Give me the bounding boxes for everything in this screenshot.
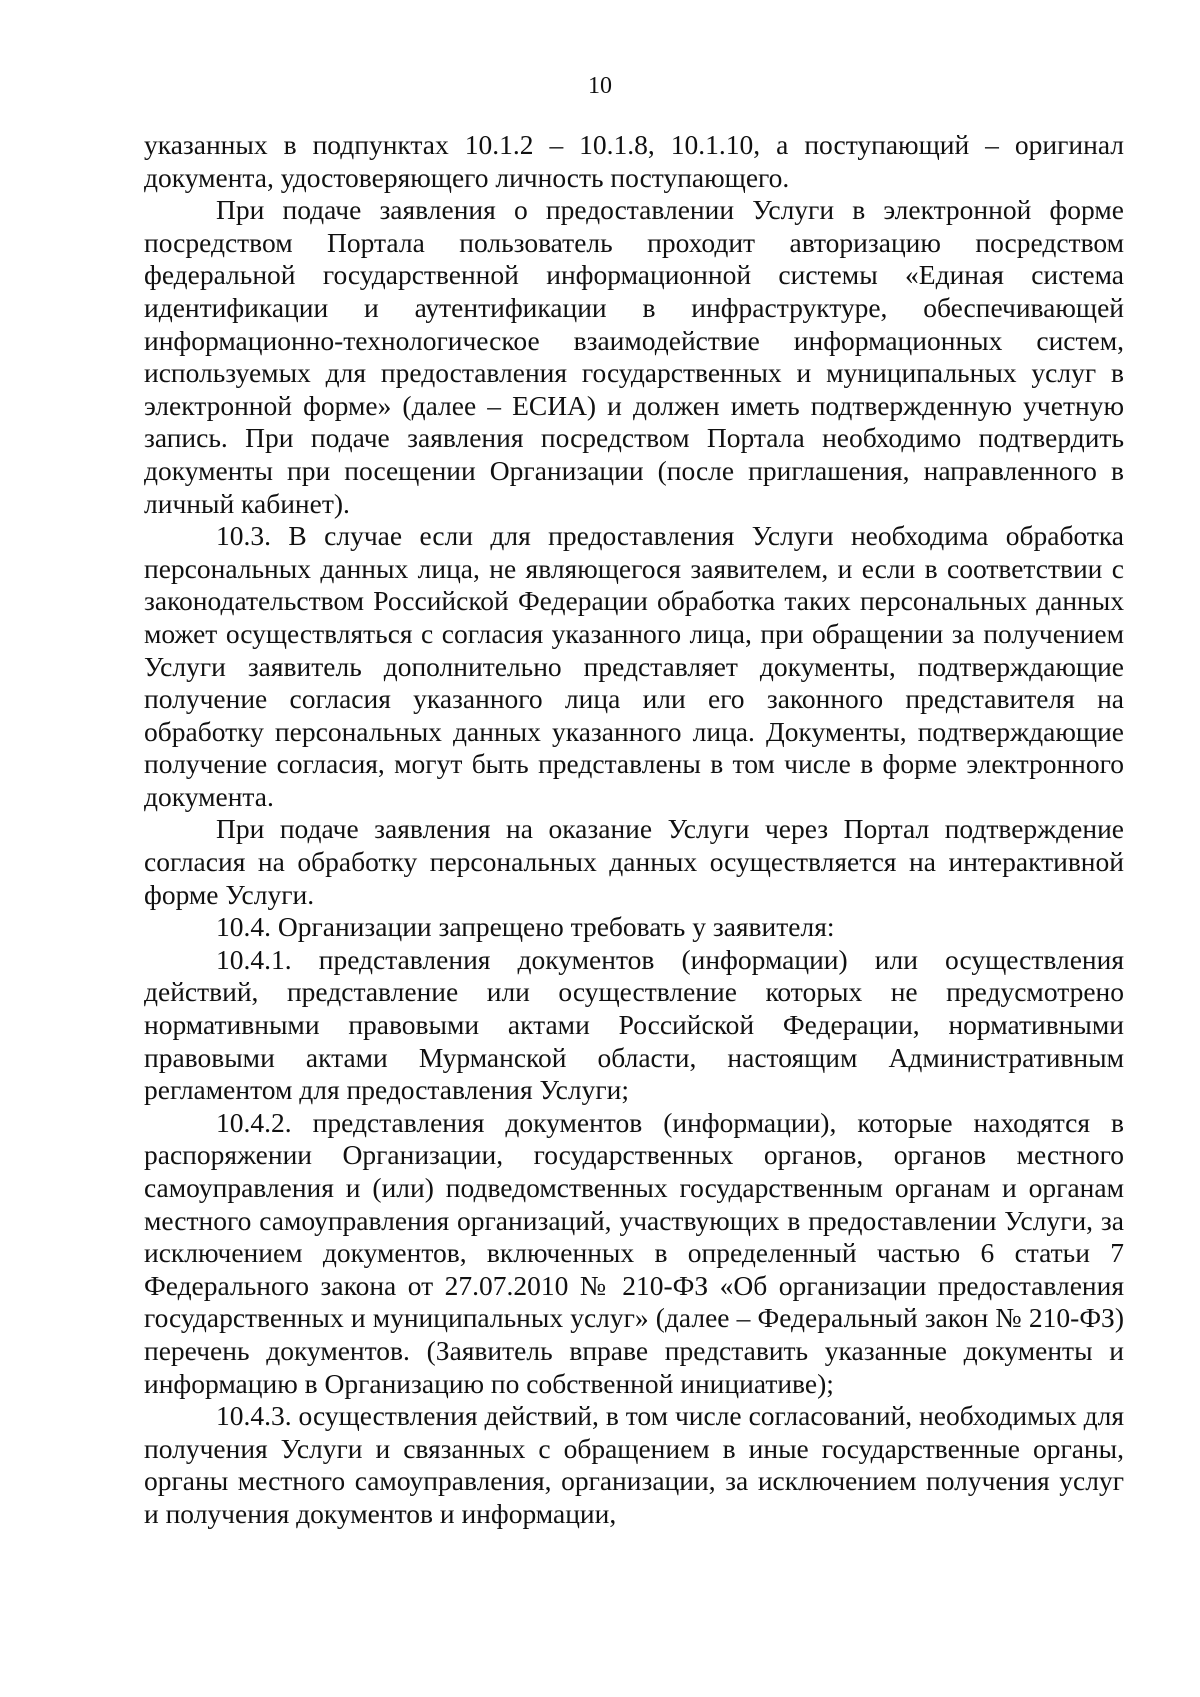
- paragraph-esia-authorization: При подаче заявления о предоставлении Услуги в электронной форме посредством Портала пользователь проходит авторизацию посредством федеральной государственной информационной системы «Единая система идентификации и аутентификации в инфраструктуре, обеспечивающей информационно-технологическое взаимодействие информационных систем, используемых для предоставления государственных и муниципальных услуг в электронной форме» (далее – ЕСИА) и должен иметь подтвержденную учетную запись. При подаче заявления посредством Портала необходимо подтвердить документы при посещении Организации (после приглашения, направленного в личный кабинет).: [144, 194, 1124, 519]
- paragraph-10-4: 10.4. Организации запрещено требовать у заявителя:: [216, 911, 835, 943]
- document-body: [144, 129, 1124, 1531]
- page-number: 10: [588, 73, 612, 99]
- paragraph-10-3: 10.3. В случае если для предоставления Услуги необходима обработка персональных данных лица, не являющегося заявителем, и если в соответствии с законодательством Российской Федерации обработка таких персональных данных может осуществляться с согласия указанного лица, при обращении за получением Услуги заявитель дополнительно представляет документы, подтверждающие получение согласия указанного лица или его законного представителя на обработку персональных данных указанного лица. Документы, подтверждающие получение согласия, могут быть представлены в том числе в форме электронного документа.: [144, 520, 1124, 812]
- paragraph-10-4-2: 10.4.2. представления документов (информации), которые находятся в распоряжении Организации, государственных органов, органов местного самоуправления и (или) подведомственных государственным органам и органам местного самоуправления организаций, участвующих в предоставлении Услуги, за исключением документов, включенных в определенный частью 6 статьи 7 Федерального закона от 27.07.2010 № 210-ФЗ «Об организации предоставления государственных и муниципальных услуг» (далее – Федеральный закон № 210-ФЗ) перечень документов. (Заявитель вправе представить указанные документы и информацию в Организацию по собственной инициативе);: [144, 1106, 1124, 1399]
- paragraph-10-4-3: 10.4.3. осуществления действий, в том числе согласований, необходимых для получения Услуги и связанных с обращением в иные государственные органы, органы местного самоуправления, организации, за исключением получения услуг и получения документов и информации,: [144, 1400, 1124, 1529]
- paragraph-portal-consent: При подаче заявления на оказание Услуги через Портал подтверждение согласия на обработку персональных данных осуществляется на интерактивной форме Услуги.: [144, 813, 1124, 910]
- paragraph-continuation: указанных в подпунктах 10.1.2 – 10.1.8, 10.1.10, а поступающий – оригинал документа, удостоверяющего личность поступающего.: [144, 129, 1124, 193]
- paragraph-10-4-1: 10.4.1. представления документов (информации) или осуществления действий, представление или осуществление которых не предусмотрено нормативными правовыми актами Российской Федерации, нормативными правовыми актами Мурманской области, настоящим Административным регламентом для предоставления Услуги;: [144, 943, 1124, 1106]
